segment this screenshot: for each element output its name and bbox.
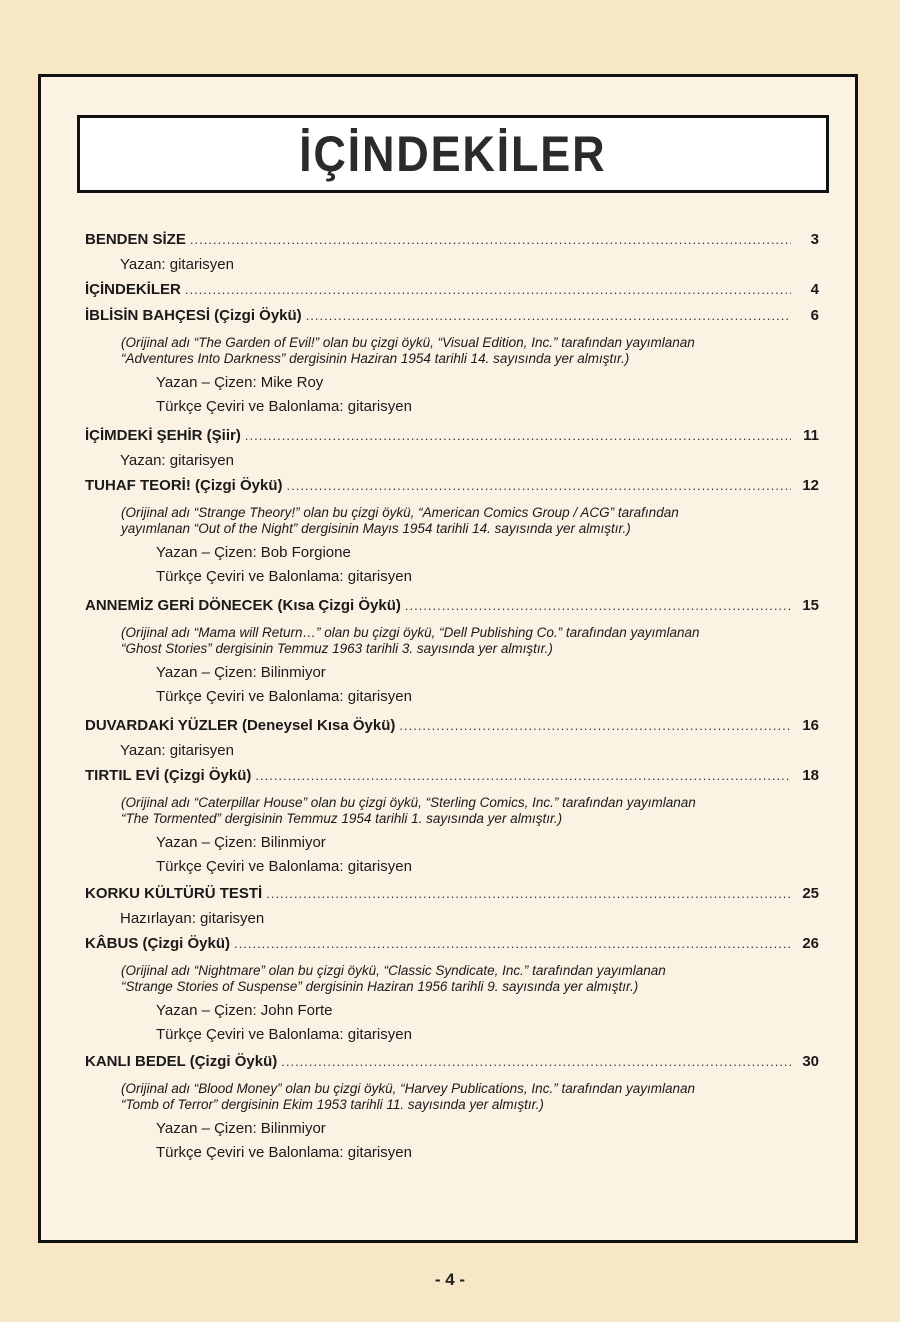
- entry-title: TUHAF TEORİ! (Çizgi Öykü): [85, 477, 283, 494]
- title-box: [77, 115, 829, 193]
- entry-credit: Türkçe Çeviri ve Balonlama: gitarisyen: [156, 398, 412, 415]
- entry-title: KORKU KÜLTÜRÜ TESTİ: [85, 885, 263, 902]
- entry-title: DUVARDAKİ YÜZLER (Deneysel Kısa Öykü): [85, 717, 396, 734]
- dot-leader: [405, 593, 791, 619]
- toc-entry-line[interactable]: [85, 277, 819, 303]
- page-title: İÇİNDEKİLER: [299, 126, 607, 182]
- toc-entry-line[interactable]: [85, 423, 819, 449]
- entry-title: TIRTIL EVİ (Çizgi Öykü): [85, 767, 252, 784]
- entry-note-line: “Strange Stories of Suspense” dergisinin Haziran 1956 tarihli 9. sayısında yer almıştır.): [121, 979, 639, 994]
- entry-page-number: 12: [802, 477, 819, 494]
- entry-title: İÇİMDEKİ ŞEHİR (Şiir): [85, 427, 241, 444]
- toc-entry: [85, 303, 819, 419]
- toc-entry-line[interactable]: [85, 881, 819, 907]
- entry-title: KÂBUS (Çizgi Öykü): [85, 935, 231, 952]
- page-number: - 4 -: [434, 1270, 466, 1289]
- entry-credit: Yazan – Çizen: Bilinmiyor: [156, 834, 326, 851]
- dot-leader: [245, 423, 791, 449]
- dot-leader: [287, 473, 792, 499]
- entry-credit: Yazan: gitarisyen: [120, 742, 234, 759]
- entry-page-number: 3: [810, 231, 819, 248]
- entry-note-line: yayımlanan “Out of the Night” dergisinin Mayıs 1954 tarihli 14. sayısında yer almıştır.): [121, 521, 631, 536]
- entry-credit: Yazan – Çizen: Bilinmiyor: [156, 664, 326, 681]
- entry-credit: Türkçe Çeviri ve Balonlama: gitarisyen: [156, 1026, 412, 1043]
- dot-leader: [185, 277, 791, 303]
- entry-credit: Hazırlayan: gitarisyen: [120, 910, 265, 927]
- entry-title: BENDEN SİZE: [85, 231, 186, 248]
- dot-leader: [306, 303, 791, 329]
- entry-note-line: “Ghost Stories” dergisinin Temmuz 1963 tarihli 3. sayısında yer almıştır.): [121, 641, 553, 656]
- entry-note: [85, 505, 761, 537]
- entry-credit: Yazan – Çizen: Bob Forgione: [156, 544, 351, 561]
- entry-note: [85, 795, 761, 827]
- toc-entry-line[interactable]: [85, 593, 819, 619]
- entry-note-line: (Orijinal adı “The Garden of Evil!” olan bu çizgi öykü, “Visual Edition, Inc.” tarafından yayımlanan: [121, 335, 695, 350]
- toc-entry: [85, 1049, 819, 1165]
- dot-leader: [234, 931, 791, 957]
- entry-note: [85, 625, 761, 657]
- toc-entry: [85, 227, 819, 277]
- entry-page-number: 6: [810, 307, 819, 324]
- entry-page-number: 16: [802, 717, 819, 734]
- toc-entry: [85, 423, 819, 473]
- toc-entry: [85, 763, 819, 879]
- entry-credit: Yazan – Çizen: Mike Roy: [156, 374, 324, 391]
- entry-note-line: (Orijinal adı “Strange Theory!” olan bu çizgi öykü, “American Comics Group / ACG” tarafından: [121, 505, 679, 520]
- dot-leader: [399, 713, 791, 739]
- toc-entry-line[interactable]: [85, 1049, 819, 1075]
- entry-page-number: 25: [802, 885, 819, 902]
- entry-credit: Yazan: gitarisyen: [120, 256, 234, 273]
- entry-credit: Yazan – Çizen: John Forte: [156, 1002, 333, 1019]
- page-frame: [38, 74, 858, 1243]
- toc-entry-line[interactable]: [85, 931, 819, 957]
- entry-note: [85, 963, 761, 995]
- toc-entry: [85, 473, 819, 589]
- entry-credit: Yazan – Çizen: Bilinmiyor: [156, 1120, 326, 1137]
- entry-note: [85, 1081, 761, 1113]
- toc-entry: [85, 881, 819, 931]
- toc-entry: [85, 277, 819, 303]
- entry-title: İÇİNDEKİLER: [85, 281, 181, 298]
- entry-page-number: 4: [810, 281, 819, 298]
- entry-title: ANNEMİZ GERİ DÖNECEK (Kısa Çizgi Öykü): [85, 597, 401, 614]
- entry-note-line: (Orijinal adı “Caterpillar House” olan bu çizgi öykü, “Sterling Comics, Inc.” tarafından yayımlanan: [121, 795, 696, 810]
- toc-entry-line[interactable]: [85, 473, 819, 499]
- dot-leader: [266, 881, 791, 907]
- entry-page-number: 26: [802, 935, 819, 952]
- entry-credit: Türkçe Çeviri ve Balonlama: gitarisyen: [156, 858, 412, 875]
- entry-note-line: (Orijinal adı “Blood Money” olan bu çizgi öykü, “Harvey Publications, Inc.” tarafından yayımlanan: [121, 1081, 696, 1096]
- dot-leader: [281, 1049, 791, 1075]
- entry-page-number: 30: [802, 1053, 819, 1070]
- entry-note-line: (Orijinal adı “Mama will Return…” olan bu çizgi öykü, “Dell Publishing Co.” tarafından yayımlanan: [121, 625, 700, 640]
- toc-entry-line[interactable]: [85, 763, 819, 789]
- toc-entry-line[interactable]: [85, 303, 819, 329]
- entry-page-number: 18: [802, 767, 819, 784]
- toc-entry: [85, 713, 819, 763]
- entry-page-number: 15: [802, 597, 819, 614]
- entry-note: [85, 335, 761, 367]
- entry-title: KANLI BEDEL (Çizgi Öykü): [85, 1053, 278, 1070]
- toc-entry-line[interactable]: [85, 713, 819, 739]
- dot-leader: [190, 227, 791, 253]
- toc-entry: [85, 593, 819, 709]
- toc-entry-line[interactable]: [85, 227, 819, 253]
- entry-credit: Yazan: gitarisyen: [120, 452, 234, 469]
- entry-note-line: “The Tormented” dergisinin Temmuz 1954 tarihli 1. sayısında yer almıştır.): [121, 811, 563, 826]
- entry-credit: Türkçe Çeviri ve Balonlama: gitarisyen: [156, 688, 412, 705]
- dot-leader: [255, 763, 791, 789]
- entry-credit: Türkçe Çeviri ve Balonlama: gitarisyen: [156, 1144, 412, 1161]
- toc-entry: [85, 931, 819, 1047]
- entry-note-line: “Tomb of Terror” dergisinin Ekim 1953 tarihli 11. sayısında yer almıştır.): [121, 1097, 544, 1112]
- entry-page-number: 11: [803, 427, 819, 444]
- entry-credit: Türkçe Çeviri ve Balonlama: gitarisyen: [156, 568, 412, 585]
- entry-note-line: (Orijinal adı “Nightmare” olan bu çizgi öykü, “Classic Syndicate, Inc.” tarafından yayımlanan: [121, 963, 666, 978]
- entry-title: İBLİSİN BAHÇESİ (Çizgi Öykü): [85, 307, 302, 324]
- entry-note-line: “Adventures Into Darkness” dergisinin Haziran 1954 tarihli 14. sayısında yer almıştır.): [121, 351, 630, 366]
- table-of-contents: [85, 227, 819, 1165]
